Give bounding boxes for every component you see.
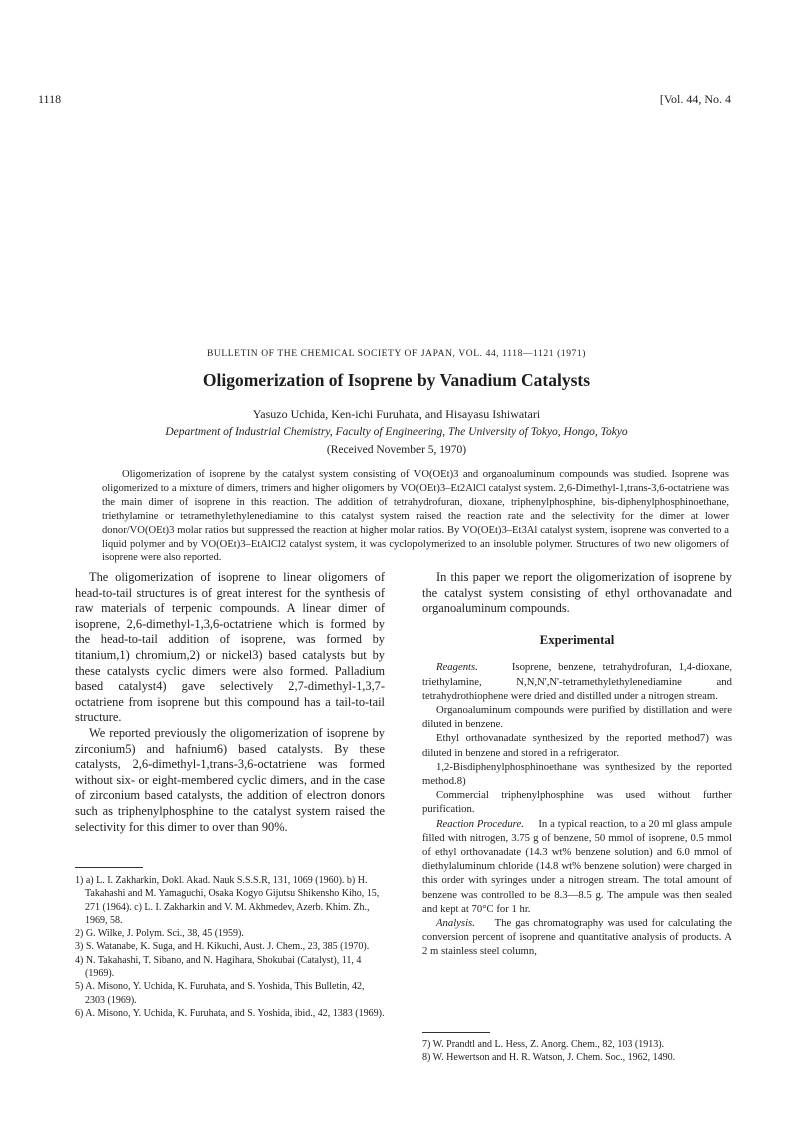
footnote-divider-right xyxy=(422,1032,490,1033)
section-heading-experimental: Experimental xyxy=(539,632,615,647)
experimental-body xyxy=(422,660,732,958)
reagents-text: Isoprene, benzene, tetrahydrofuran, 1,4-dioxane, triethylamine, N,N,N',N'-tetramethylethylenediamine and tetrahydrothiophene were dried and distilled under a nitrogen stream. xyxy=(422,661,732,702)
intro-paragraph-1: The oligomerization of isoprene to linear oligomers of head-to-tail structures is of great interest for the synthesis of raw materials of terpenic compounds. A linear dimer of isoprene, 2,6-dimethyl-1,3,6-octatriene which is formed by the head-to-tail addition of isoprene, was formed by titanium,1) chromium,2) or nickel3) based catalysts but by these catalysts cyclic dimers were also formed. Palladium based catalyst4) gave selectively 2,7-dimethyl-1,3,7-octatriene from isoprene but this compound has a tail-to-tail structure. xyxy=(75,570,385,725)
analysis-paragraph xyxy=(422,916,732,959)
procedure-text: In a typical reaction, to a 20 ml glass ampule filled with nitrogen, 3.75 g of benzene, 50 mmol of isoprene, 0.5 mmol of ethyl orthovanadate (14.3 wt% benzene solution) and 6.0 mmol of diethylaluminum chloride (14.8 wt% benzene solution) were charged in this order with syringes under a nitrogen stream. The total amount of benzene was controlled to be 8.3—8.5 g. The ampule was then sealed and kept at 70°C for 1 hr. xyxy=(422,817,733,915)
bisdiphenyl-paragraph: 1,2-Bisdiphenylphosphinoethane was synthesized by the reported method.8) xyxy=(422,760,732,787)
right-column xyxy=(422,570,732,959)
footnote-4: 4) N. Takahashi, T. Sibano, and N. Hagihara, Shokubai (Catalyst), 11, 4 (1969). xyxy=(75,954,362,980)
reagents-lead: Reagents. xyxy=(436,661,478,674)
footnote-2: 2) G. Wilke, J. Polym. Sci., 38, 45 (1959). xyxy=(75,928,244,940)
intro-paragraph-2: We reported previously the oligomerization of isoprene by zirconium5) and hafnium6) based catalysts. By these catalysts, 2,6-dimethyl-1,trans-3,6-octatriene was formed without six- or eight-membered cyclic dimers, and in the case of zirconium based catalysts, the addition of electron donors such as triphenylphosphine to the catalyst system raised the selectivity for this dimer to over than 90%. xyxy=(75,725,385,834)
footnote-5: 5) A. Misono, Y. Uchida, K. Furuhata, and S. Yoshida, This Bulletin, 42, 2303 (1969). xyxy=(75,981,365,1006)
footnote-6: 6) A. Misono, Y. Uchida, K. Furuhata, and S. Yoshida, ibid., 42, 1383 (1969). xyxy=(75,1007,385,1019)
ethyl-orthovanadate-paragraph: Ethyl orthovanadate synthesized by the reported method7) was diluted in benzene and stored in a refrigerator. xyxy=(422,732,732,759)
procedure-paragraph xyxy=(422,817,732,916)
footnote-8: 8) W. Hewertson and H. R. Watson, J. Chem. Soc., 1962, 1490. xyxy=(422,1052,676,1064)
analysis-lead: Analysis. xyxy=(436,917,475,930)
journal-citation-line: BULLETIN OF THE CHEMICAL SOCIETY OF JAPAN, VOL. 44, 1118—1121 (1971) xyxy=(206,349,587,359)
affiliation: Department of Industrial Chemistry, Faculty of Engineering, The University of Tokyo, Hongo, Tokyo xyxy=(165,426,628,438)
volume-label: [Vol. 44, No. 4 xyxy=(659,92,731,106)
page-number: 1118 xyxy=(38,92,62,106)
scope-paragraph: In this paper we report the oligomerization of isoprene by the catalyst system consisting of ethyl orthovanadate and organoaluminum compounds. xyxy=(422,570,732,616)
left-column xyxy=(75,570,385,835)
triphenylphosphine-paragraph: Commercial triphenylphosphine was used without further purification. xyxy=(422,789,732,816)
organoaluminum-paragraph: Organoaluminum compounds were purified by distillation and were diluted in benzene. xyxy=(422,703,732,731)
footnote-divider xyxy=(75,867,143,868)
footnotes-left xyxy=(75,874,387,1020)
procedure-lead: Reaction Procedure. xyxy=(436,817,524,830)
footnotes-right xyxy=(422,1038,734,1065)
reagents-paragraph xyxy=(422,660,732,703)
abstract: Oligomerization of isoprene by the catalyst system consisting of VO(OEt)3 and organoaluminum compounds was studied. Isoprene was oligomerized to a mixture of dimers, trimers and higher oligomers by VO(OEt)3–Et2AlCl catalyst system. 2,6-Dimethyl-1,trans-3,6-octatriene was the main dimer of isoprene in this reaction. The addition of tetrahydrofuran, dioxane, triphenylphosphine, bis-diphenylphosphinoethane, triethylamine or tetramethylethylenediamine to this catalyst system raised the reaction rate and the selectivity for the dimer at lower donor/VO(OEt)3 molar ratios but suppressed the reaction at higher molar ratios. By VO(OEt)3–Et3Al catalyst system, isoprene was converted to a liquid polymer and by VO(OEt)3–EtAlCl2 catalyst system, it was cyclopolymerized to an insoluble polymer. Structures of two new oligomers of isoprene were also reported. xyxy=(102,469,729,564)
authors: Yasuzo Uchida, Ken-ichi Furuhata, and Hisayasu Ishiwatari xyxy=(252,407,541,421)
received-date: (Received November 5, 1970) xyxy=(326,444,467,456)
paper-title: Oligomerization of Isoprene by Vanadium Catalysts xyxy=(202,370,591,390)
footnote-3: 3) S. Watanabe, K. Suga, and H. Kikuchi, Aust. J. Chem., 23, 385 (1970). xyxy=(75,941,370,953)
footnote-1: 1) a) L. I. Zakharkin, Dokl. Akad. Nauk S.S.S.R, 131, 1069 (1960). b) H. Takahashi and M. Yamaguchi, Osaka Kogyo Gijutsu Shikensho Kiho, 15, 271 (1964). c) L. I. Zakharkin and V. M. Akhmedev, Azerb. Khim. Zh., 1969, 58. xyxy=(75,875,380,926)
footnote-7: 7) W. Prandtl and L. Hess, Z. Anorg. Chem., 82, 103 (1913). xyxy=(422,1039,665,1050)
analysis-text: The gas chromatography was used for calculating the conversion percent of isoprene and quantitative analysis of products. A 2 m stainless steel column, xyxy=(422,917,732,958)
